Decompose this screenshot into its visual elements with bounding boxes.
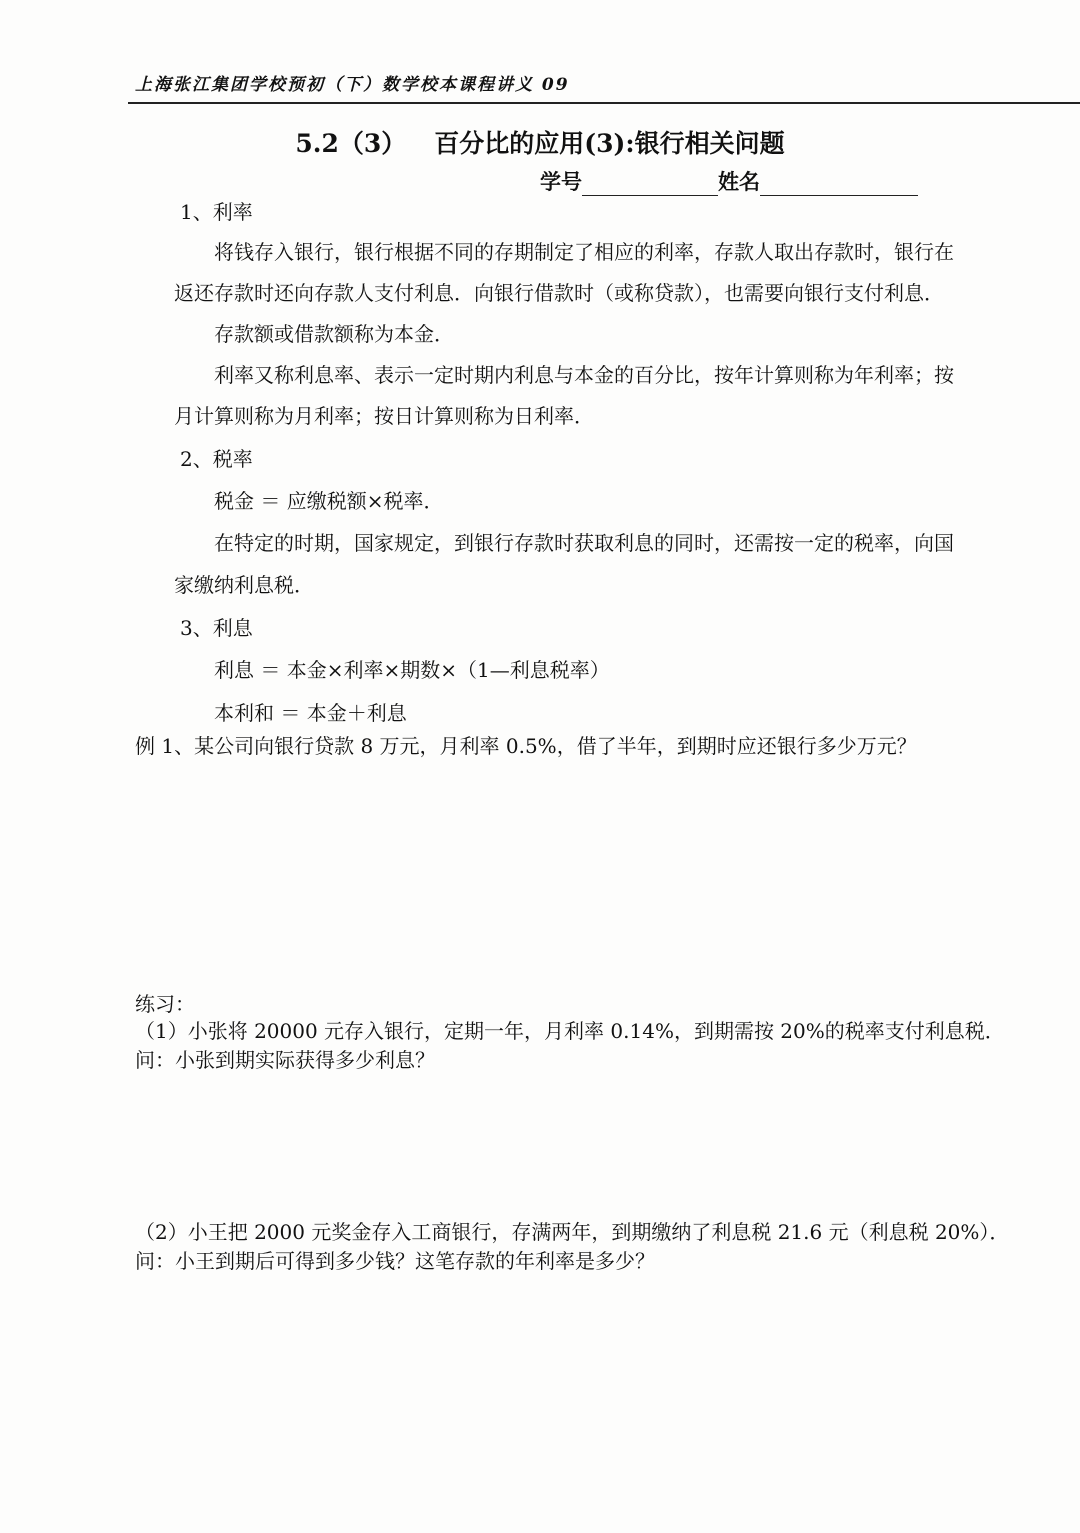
student-info bbox=[540, 166, 918, 196]
page-title bbox=[0, 124, 1080, 160]
student-id-blank[interactable] bbox=[582, 173, 718, 196]
student-id-label: 学号 bbox=[540, 169, 582, 194]
student-name-label: 姓名 bbox=[718, 169, 760, 194]
section-interest-heading: 3、利息 bbox=[180, 616, 253, 640]
interest-formula: 利息 ＝ 本金×利率×期数×（1—利息税率） bbox=[214, 658, 610, 682]
practice-q2-line1: （2）小王把 2000 元奖金存入工商银行，存满两年，到期缴纳了利息税 21.6 元（利息税 20%）． bbox=[135, 1220, 1010, 1244]
rate-definition-line1: 利率又称利息率、表示一定时期内利息与本金的百分比，按年计算则称为年利率；按 bbox=[214, 363, 954, 387]
practice-q1-line1: （1）小张将 20000 元存入银行，定期一年，月利率 0.14%，到期需按 20%的税率支付利息税． bbox=[135, 1019, 1005, 1043]
example-1: 例 1、某公司向银行贷款 8 万元，月利率 0.5%，借了半年，到期时应还银行多少万元？ bbox=[135, 734, 917, 758]
practice-q2-line2: 问：小王到期后可得到多少钱？这笔存款的年利率是多少？ bbox=[135, 1249, 655, 1273]
tax-paragraph-line2: 家缴纳利息税． bbox=[174, 573, 314, 597]
practice-heading: 练习： bbox=[135, 992, 195, 1016]
total-amount-formula: 本利和 ＝ 本金＋利息 bbox=[214, 701, 407, 725]
header-text: 上海张江集团学校预初（下）数学校本课程讲义 09 bbox=[135, 75, 570, 95]
title-text: 百分比的应用(3):银行相关问题 bbox=[434, 129, 785, 158]
practice-q1-line2: 问：小张到期实际获得多少利息？ bbox=[135, 1048, 435, 1072]
header-divider bbox=[128, 102, 1080, 104]
student-name-blank[interactable] bbox=[760, 173, 918, 196]
principal-definition: 存款额或借款额称为本金． bbox=[214, 322, 454, 346]
tax-formula: 税金 ＝ 应缴税额×税率． bbox=[214, 489, 444, 513]
tax-paragraph-line1: 在特定的时期，国家规定，到银行存款时获取利息的同时，还需按一定的税率，向国 bbox=[214, 531, 954, 555]
section-tax-rate-heading: 2、税率 bbox=[180, 447, 253, 471]
title-number: 5.2（3） bbox=[295, 129, 407, 158]
interest-rate-paragraph-line1: 将钱存入银行，银行根据不同的存期制定了相应的利率，存款人取出存款时，银行在 bbox=[214, 240, 954, 264]
rate-definition-line2: 月计算则称为月利率；按日计算则称为日利率． bbox=[174, 404, 594, 428]
interest-rate-paragraph-line2: 返还存款时还向存款人支付利息．向银行借款时（或称贷款），也需要向银行支付利息． bbox=[174, 281, 944, 305]
section-interest-rate-heading: 1、利率 bbox=[180, 200, 253, 224]
